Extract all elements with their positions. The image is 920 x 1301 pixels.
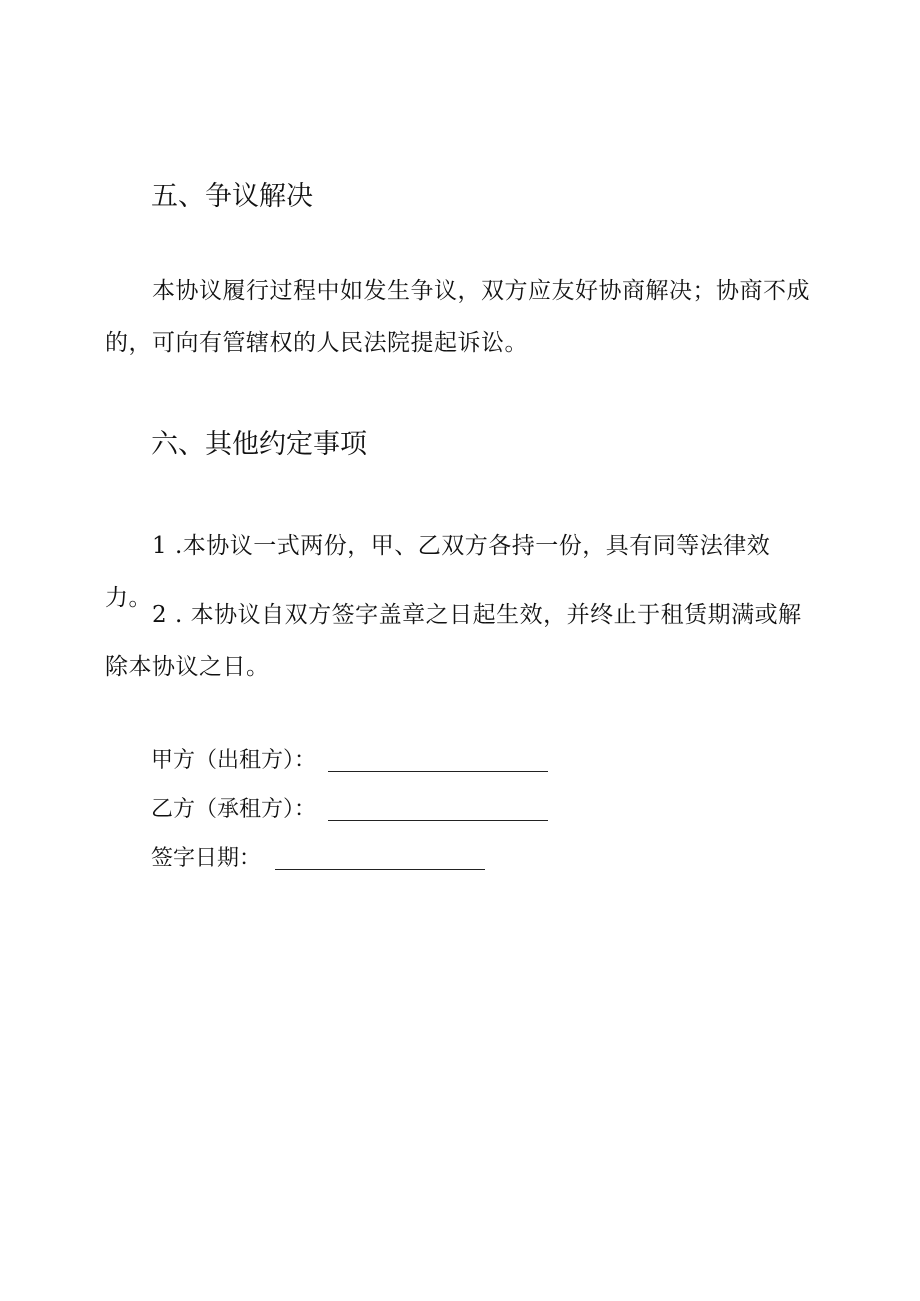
section-6-item-1: 1 .本协议一式两份，甲、乙双方各持一份，具有同等法律效力。 [105, 533, 771, 611]
signing-date-label: 签字日期： [151, 846, 262, 871]
section-5-paragraph: 本协议履行过程中如发生争议，双方应友好协商解决；协商不成的，可向有管辖权的人民法院提起诉讼。 [105, 278, 810, 356]
party-a-label: 甲方（出租方）： [151, 748, 317, 773]
party-b-signature-line [328, 798, 548, 821]
party-a-signature-row [151, 744, 548, 776]
section-6-heading: 六、其他约定事项 [151, 429, 367, 460]
party-b-label: 乙方（承租方）： [151, 797, 317, 822]
party-a-signature-line [328, 749, 548, 772]
section-6-item-2: 2 . 本协议自双方签字盖章之日起生效，并终止于租赁期满或解除本协议之日。 [105, 602, 802, 680]
section-5-heading: 五、争议解决 [151, 181, 313, 212]
party-b-signature-row [151, 793, 548, 825]
signing-date-row [151, 842, 485, 874]
signing-date-line [275, 847, 485, 870]
